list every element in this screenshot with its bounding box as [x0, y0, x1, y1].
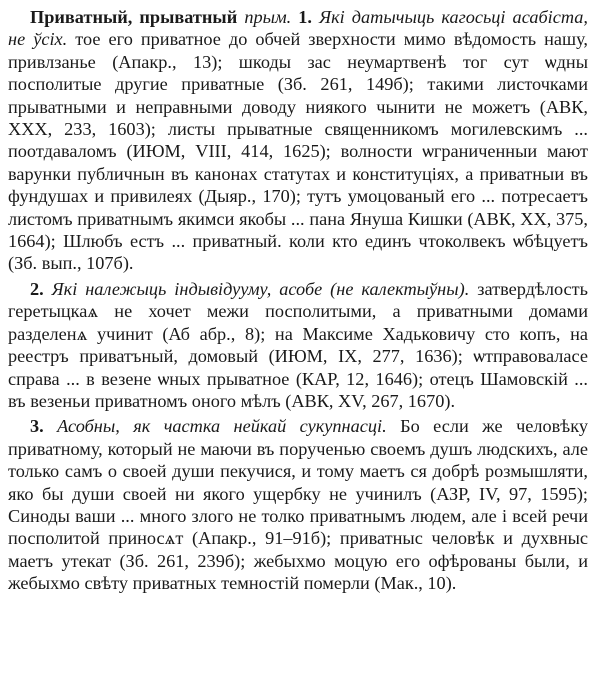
sense-gloss: Які датычыць кагосьці асабіста, не ўсіх. — [8, 7, 589, 50]
sense-body: тое его приватное до обчей зверхности мимо вѣдомость нашу, привлзанье (Апакр., 13); шкоды зас неумартвенѣ тог сут ѡдны посполитые другие приватные (Зб. 261, 149б); такими листочками прыватными и неправными доводу ниякого чынити не можетъ (АВК, XXX, 233, 1603); листы прыватные священникомъ могилевскимъ ... поотдаваломъ (ИЮМ, VIII, 414, 1625); волности ѡграниченныи мают варунки публичнын въ канонах статутах и конституціях, а приватныи въ фундушах и привилеях (Дыяр., 170); тутъ умоцованый его ... потресаетъ листомъ приватнымъ якимси якобы ... пана Януша Кишки (АВК, XX, 375, 1664); Шлюбъ естъ ... приватный. коли кто единъ чтоколвекъ ѡбѣцуетъ (Зб. вып., 107б). — [8, 29, 588, 274]
sense-body: затвердѣлость геретыцкаѧ не хочет межи посполитыми, а приватными домами разделенѧ учинит (Аб абр., 8); на Максиме Хадьковичу сто копъ, на реестръ приватъный, домовый (ИЮМ, IX, 277, 1636); ѡтправоваласе справа ... в везене ѡных прыватное (КАР, 12, 1646); отецъ Шамовскій ... въ везеньи приватномъ оного мѣлъ (АВК, XV, 267, 1670). — [8, 278, 588, 411]
dictionary-entry — [8, 6, 588, 598]
sense-gloss: Які належыць індывідууму, асобе (не калектыўны). — [51, 278, 470, 299]
headword: Приватный, прыватный — [30, 7, 238, 27]
sense-gloss: Асобны, як частка нейкай сукупнасці. — [57, 416, 387, 437]
sense-number: 2. — [30, 278, 44, 299]
sense-2 — [8, 278, 588, 412]
sense-3 — [8, 415, 588, 594]
sense-body: Бо если же человѣку приватному, который не маючи въ порученью своемъ душъ людскихъ, але только самъ о своей души пекучися, и тому маетъ ся добрѣ розмышляти, яко бы души своей ни якого ущербку не учинилъ (АЗР, IV, 97, 1595); Синоды ваши ... много злого не толко приватнымъ людем, але і всей речи посполитой приносѧт (Апакр., 91–91б); приватныс человѣк и духвныс маетъ утекат (Зб. 261, 239б); жебыхмо моцую его офѣрованы были, и жебыхмо свѣту приватных темностій померли (Мак., 10). — [8, 416, 588, 594]
pos-label: прым. — [244, 7, 292, 27]
sense-number: 1. — [298, 7, 312, 27]
sense-1 — [8, 6, 588, 275]
sense-number: 3. — [30, 416, 44, 437]
